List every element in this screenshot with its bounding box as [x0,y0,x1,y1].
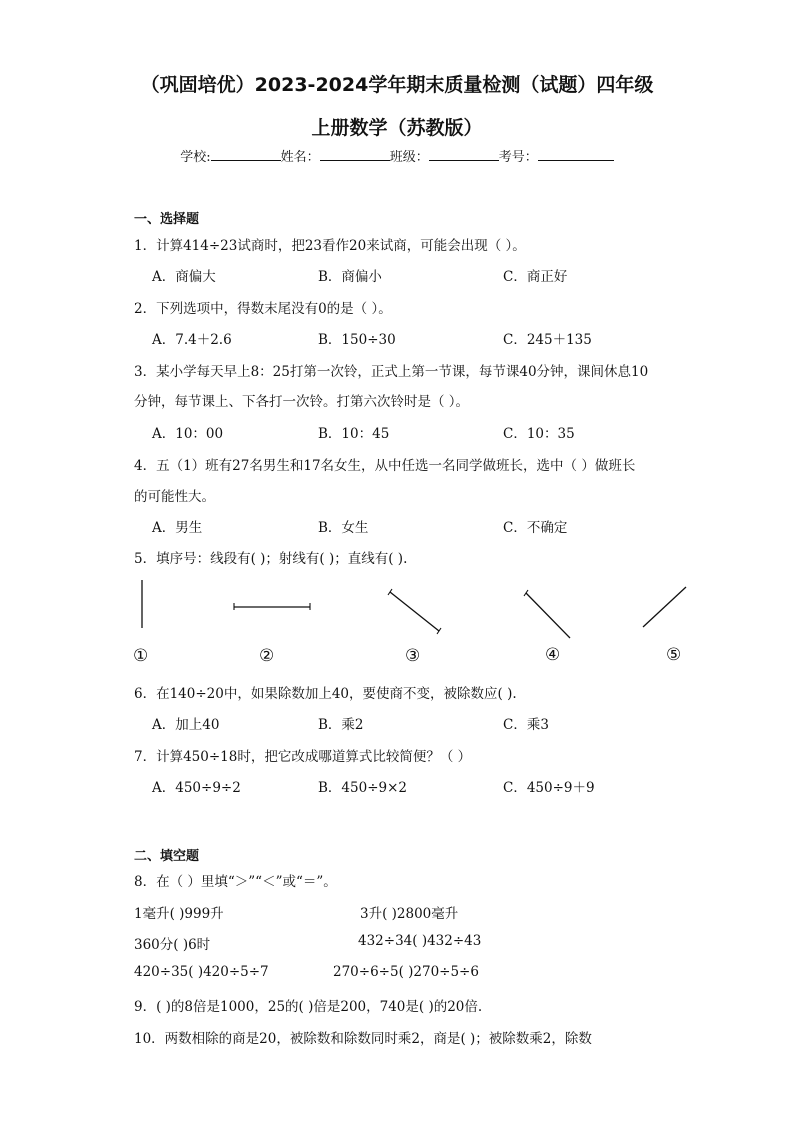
title-line-1: （巩固培优）2023-2024学年期末质量检测（试题）四年级 [140,74,654,96]
q8-row-2-left[interactable]: 360分( )6时 [134,937,211,953]
q1-option-c[interactable]: C．商正好 [503,269,568,285]
q6-option-a[interactable]: A．加上40 [152,717,220,733]
q9-stem[interactable]: 9．( )的8倍是1000，25的( )倍是200，740是( )的20倍. [134,999,483,1015]
number-label: 考号： [498,150,538,165]
q7-option-b[interactable]: B．450÷9×2 [318,780,407,796]
section-fill-heading: 二、填空题 [134,849,200,864]
q4-stem-line-1: 4．五（1）班有27名男生和17名女生，从中任选一名同学做班长，选中（ ）做班长 [134,458,636,474]
section-choice-heading: 一、选择题 [134,212,200,227]
q3-option-a[interactable]: A．10：00 [152,426,224,442]
q8-row-1-right[interactable]: 3升( )2800毫升 [360,906,459,922]
q6-option-b[interactable]: B．乘2 [318,717,364,733]
q5-stem: 5．填序号：线段有( )；射线有( )；直线有( ). [134,551,408,567]
figure-label-5: ⑤ [666,645,682,665]
q10-stem[interactable]: 10．两数相除的商是20，被除数和除数同时乘2，商是( )；被除数乘2，除数 [134,1031,592,1047]
q2-option-c[interactable]: C．245＋135 [503,332,592,348]
q1-option-a[interactable]: A．商偏大 [152,269,216,285]
q1-option-b[interactable]: B．商偏小 [318,269,382,285]
q4-stem-line-2: 的可能性大。 [134,489,215,505]
q8-row-3-right[interactable]: 270÷6÷5( )270÷5÷6 [333,964,479,980]
figure-5-diagonal-line [643,587,686,627]
q4-option-b[interactable]: B．女生 [318,520,369,536]
name-label: 姓名： [280,150,320,165]
figure-label-4: ④ [545,645,561,665]
q2-option-a[interactable]: A．7.4＋2.6 [152,332,232,348]
q2-stem: 2．下列选项中，得数末尾没有0的是（ ）。 [134,301,392,317]
q3-option-b[interactable]: B．10：45 [318,426,390,442]
q6-stem: 6．在140÷20中，如果除数加上40，要使商不变，被除数应( ). [134,686,517,702]
q4-option-a[interactable]: A．男生 [152,520,203,536]
figure-label-2: ② [259,646,275,666]
q2-option-b[interactable]: B．150÷30 [318,332,396,348]
figure-label-1: ① [133,646,149,666]
q8-row-2-right[interactable]: 432÷34( )432÷43 [358,933,482,949]
q3-stem-line-2: 分钟，每节课上、下各打一次铃。打第六次铃时是（ ）。 [134,394,470,410]
q7-stem: 7．计算450÷18时，把它改成哪道算式比较简便？（ ） [134,749,472,765]
q6-option-c[interactable]: C．乘3 [503,717,549,733]
q3-option-c[interactable]: C．10：35 [503,426,575,442]
q1-stem: 1．计算414÷23试商时，把23看作20来试商，可能会出现（ ）。 [134,238,526,254]
figure-2-horizontal-segment [234,603,310,610]
figure-label-3: ③ [405,646,421,666]
q3-stem-line-1: 3．某小学每天早上8：25打第一次铃，正式上第一节课，每节课40分钟，课间休息10 [134,364,649,380]
figure-4-diagonal-ray [524,590,570,638]
figure-3-diagonal-segment [388,589,441,634]
q4-option-c[interactable]: C．不确定 [503,520,568,536]
class-label: 班级： [389,150,429,165]
title-line-2: 上册数学（苏教版） [311,117,483,139]
q8-row-1-left[interactable]: 1毫升( )999升 [134,906,224,922]
q7-option-c[interactable]: C．450÷9＋9 [503,780,595,796]
school-label: 学校: [180,150,211,165]
q7-option-a[interactable]: A．450÷9÷2 [152,780,241,796]
q8-row-3-left[interactable]: 420÷35( )420÷5÷7 [134,964,269,980]
q8-stem: 8．在（ ）里填“＞”“＜”或“＝”。 [134,874,337,890]
